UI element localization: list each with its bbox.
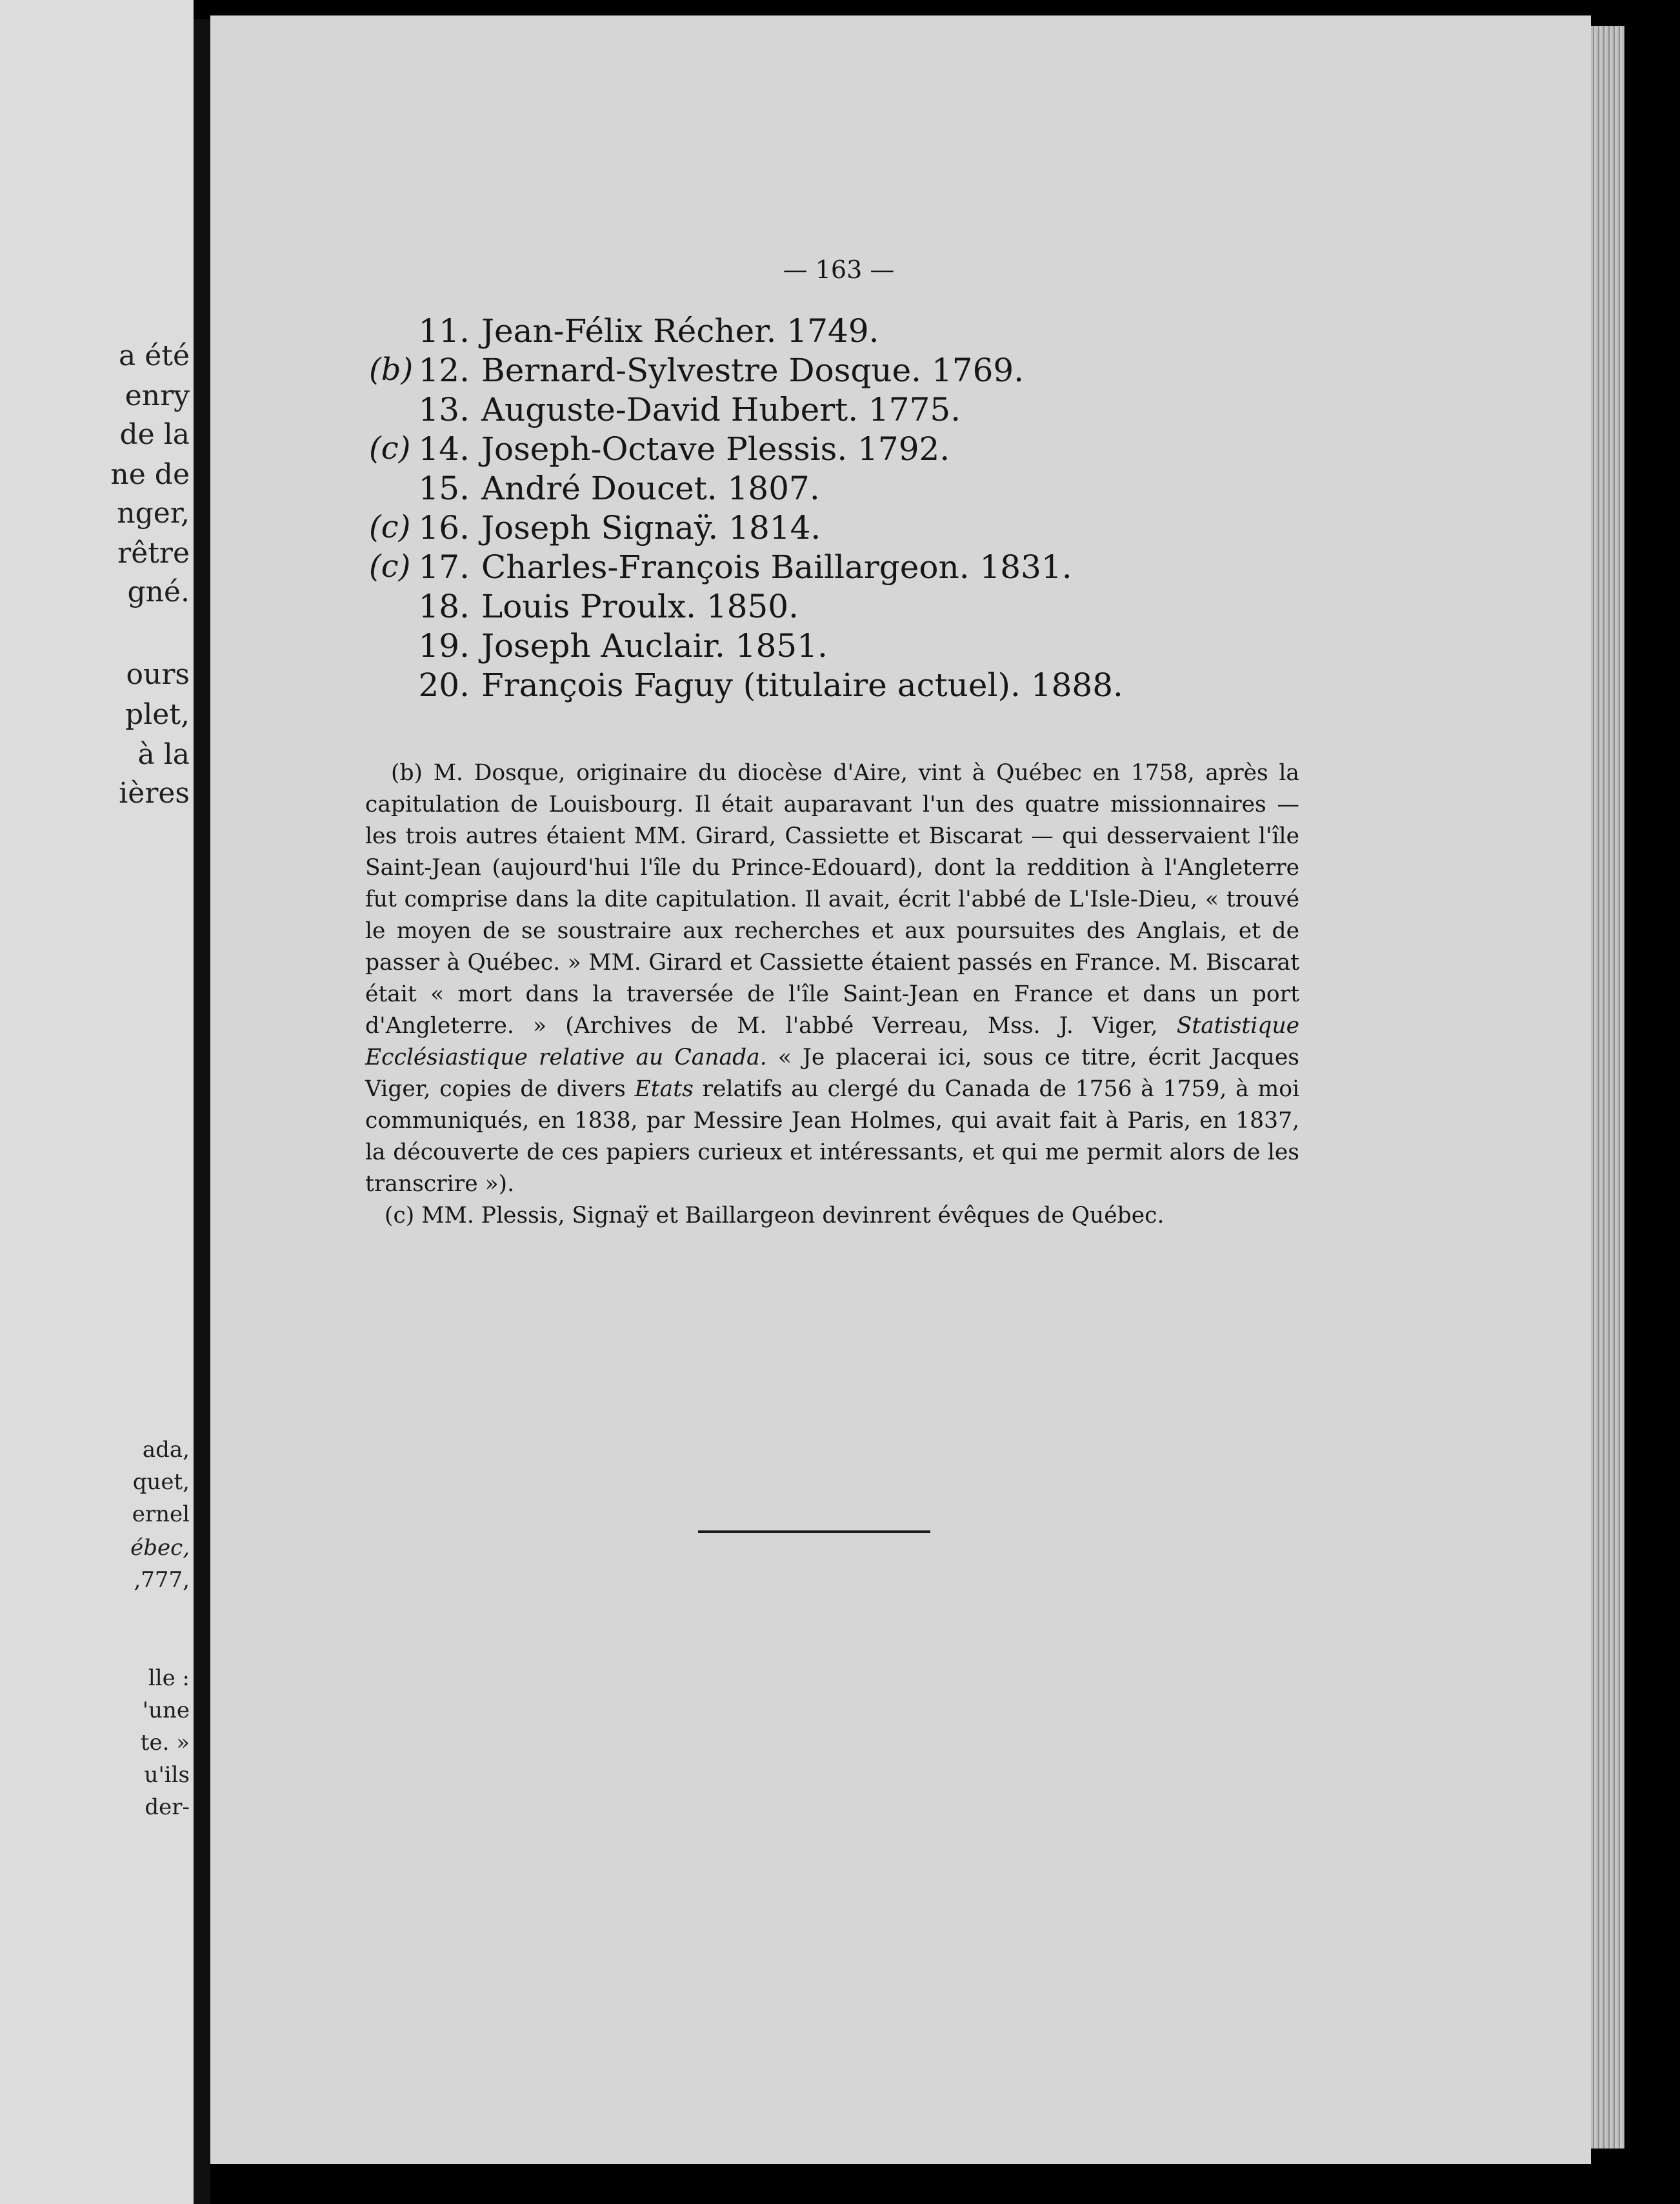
entry-name: Auguste-David Hubert. 1775. xyxy=(481,391,961,428)
left-fragment: plet, xyxy=(125,698,190,731)
left-fragment: te. » xyxy=(140,1730,190,1756)
left-fragment: à la xyxy=(137,738,190,771)
entry-name: André Doucet. 1807. xyxy=(481,470,820,507)
entry-number: 16. xyxy=(418,509,470,546)
left-fragment: a été xyxy=(119,339,190,372)
left-fragment: ernel xyxy=(132,1501,190,1527)
entry-name: Joseph Auclair. 1851. xyxy=(481,627,828,665)
page-number: — 163 — xyxy=(783,255,895,284)
entry-number: 17. xyxy=(418,548,470,586)
entry-number: 13. xyxy=(418,391,470,428)
entry-name: Jean-Félix Récher. 1749. xyxy=(481,312,879,350)
footnote-b-title: Statistique Ecclésiastique relative au Canada. xyxy=(365,1013,1299,1070)
left-fragment: ours xyxy=(126,658,190,691)
footnote-b xyxy=(365,757,1299,1200)
footnote-c: (c) MM. Plessis, Signaÿ et Baillargeon devinrent évêques de Québec. xyxy=(385,1203,1165,1228)
left-fragment: u'ils xyxy=(144,1762,190,1788)
footnote-marker: (c) xyxy=(369,548,411,585)
left-fragment: ne de xyxy=(110,458,190,491)
left-fragment: ada, xyxy=(142,1437,190,1463)
left-fragment: de la xyxy=(119,418,190,451)
left-page-text-fragments xyxy=(0,0,194,2204)
entry-number: 19. xyxy=(418,627,470,665)
scan-border xyxy=(1625,0,1680,2204)
left-fragment: ,777, xyxy=(134,1567,190,1593)
entry-number: 14. xyxy=(418,430,470,468)
left-fragment: enry xyxy=(125,379,190,412)
footnote-marker: (c) xyxy=(369,509,411,545)
footnotes xyxy=(365,757,1299,1232)
left-fragment: gné. xyxy=(127,576,190,608)
entry-name: Bernard-Sylvestre Dosque. 1769. xyxy=(481,352,1025,389)
left-fragment: quet, xyxy=(132,1469,190,1495)
entry-number: 20. xyxy=(418,666,470,704)
footnote-marker: (b) xyxy=(369,352,414,388)
entry-number: 12. xyxy=(418,352,470,389)
entry-number: 15. xyxy=(418,470,470,507)
left-fragment: rêtre xyxy=(117,537,190,570)
entry-name: François Faguy (titulaire actuel). 1888. xyxy=(481,666,1123,704)
left-fragment: der- xyxy=(145,1794,190,1820)
footnote-b-text: relatifs au clergé du Canada de 1756 à 1759, à moi communiqués, en 1838, par Messire Jean Holmes, qui avait fait à Paris, en 1837, la découverte de ces papiers curieux et intéressants, et qui me permit alors de les transcrire »). xyxy=(365,1076,1299,1197)
entry-number: 11. xyxy=(418,312,470,350)
entry-name: Joseph Signaÿ. 1814. xyxy=(481,509,821,546)
entry-name: Charles-François Baillargeon. 1831. xyxy=(481,548,1072,586)
footnote-b-text: « Je placerai ici, sous ce titre, écrit Jacques Viger, copies de divers xyxy=(365,1045,1299,1102)
footnote-b-etats: Etats xyxy=(634,1076,694,1102)
entry-number: 18. xyxy=(418,588,470,625)
left-fragment: ébec, xyxy=(130,1535,190,1561)
left-fragment: lle : xyxy=(148,1665,190,1691)
left-fragment: ières xyxy=(119,777,190,810)
footnote-marker: (c) xyxy=(369,430,411,466)
book-gutter xyxy=(194,19,210,2204)
entry-name: Joseph-Octave Plessis. 1792. xyxy=(481,430,950,468)
left-fragment: nger, xyxy=(117,497,190,530)
entry-name: Louis Proulx. 1850. xyxy=(481,588,799,625)
closing-rule xyxy=(698,1530,930,1533)
page-edges xyxy=(1591,26,1625,2149)
left-facing-page xyxy=(0,0,194,2204)
footnote-b-text: (b) M. Dosque, originaire du diocèse d'Aire, vint à Québec en 1758, après la capitulation de Louisbourg. Il était auparavant l'un des quatre missionnaires — les trois autres étaient MM. Girard, Cassiette et Biscarat — qui desservaient l'île Saint-Jean (aujourd'hui l'île du Prince-Edouard), dont la reddition à l'Angleterre fut comprise dans la dite capitulation. Il avait, écrit l'abbé de L'Isle-Dieu, « trouvé le moyen de se soustraire aux recherches et aux poursuites des Anglais, et de passer à Québec. » MM. Girard et Cassiette étaient passés en France. M. Biscarat était « mort dans la traversée de l'île Saint-Jean en France et dans un port d'Angleterre. » (Archives de M. l'abbé Verreau, Mss. J. Viger, xyxy=(365,760,1299,1039)
left-fragment: 'une xyxy=(142,1698,190,1723)
